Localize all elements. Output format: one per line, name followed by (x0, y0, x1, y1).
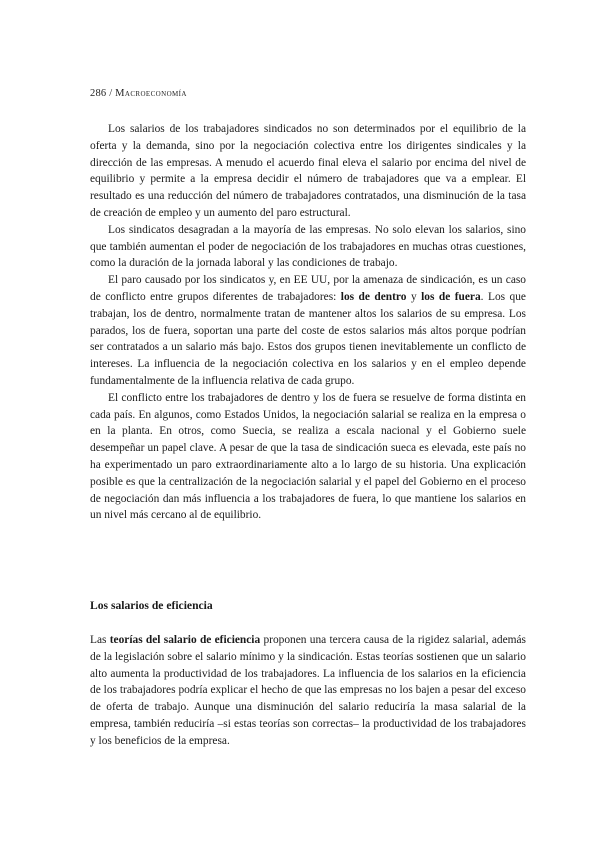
term-insiders: los de dentro (340, 290, 407, 303)
section-heading-efficiency-wages: Los salarios de eficiencia (90, 599, 213, 612)
paragraph-insiders-outsiders: El paro causado por los sindicatos y, en EE UU, por la amenaza de sindicación, es un caso de conflicto entre grupos diferentes de trabajadores: los de dentro y los de fuera. Los que trabajan, los de dentro, normalmente tratan de mantener altos los salarios de su empresa. Los parados, los de fuera, soportan una parte del coste de estos salarios más altos porque podrían ser contratados a un salario más bajo. Estos dos grupos tienen inevitablemente un conflicto de intereses. La influencia de la negociación colectiva en los salarios y en el empleo depende fundamentalmente de la influencia relativa de cada grupo. (90, 274, 526, 387)
term-efficiency-wage-theories: teorías del salario de eficiencia (109, 634, 261, 646)
paragraph-unions-wages: Los salarios de los trabajadores sindicados no son determinados por el equilibrio de la oferta y la demanda, sino por la negociación colectiva entre los dirigentes sindicales y la dirección de las empresas. A menudo el acuerdo final eleva el salario por encima del nivel de equilibrio y permite a la empresa decidir el número de trabajadores que va a emplear. El resultado es una reducción del número de trabajadores contratados, una disminución de la tasa de creación de empleo y un aumento del paro estructural. (90, 123, 526, 219)
section-unions-text (90, 121, 526, 524)
section-efficiency-text (90, 632, 526, 750)
paragraph-country-comparison: El conflicto entre los trabajadores de dentro y los de fuera se resuelve de forma distinta en cada país. En algunos, como Estados Unidos, la negociación salarial se realiza en la empresa o en la planta. En otros, como Suecia, se realiza a escala nacional y el Gobierno suele desempeñar un papel clave. A pesar de que la tasa de sindicación sueca es elevada, este país no ha experimentado un paro extraordinariamente alto a lo largo de su historia. Una explicación posible es que la centralización de la negociación salarial y el papel del Gobierno en el proceso de negociación dan más influencia a los trabajadores de fuera, lo que mantiene los salarios en un nivel más cercano al de equilibrio. (90, 391, 526, 522)
running-header (90, 88, 187, 99)
book-title: Macroeconomía (115, 88, 187, 99)
header-separator: / (109, 88, 113, 99)
page-number: 286 (90, 88, 107, 99)
term-outsiders: los de fuera (421, 290, 481, 303)
paragraph-unions-firms: Los sindicatos desagradan a la mayoría de las empresas. No solo elevan los salarios, sino que también aumentan el poder de negociación de los trabajadores en muchas otras cuestiones, como la duración de la jornada laboral y las condiciones de trabajo. (90, 223, 526, 270)
paragraph-efficiency-wages: Las teorías del salario de eficiencia proponen una tercera causa de la rigidez salarial, además de la legislación sobre el salario mínimo y la sindicación. Estas teorías sostienen que un salario alto aumenta la productividad de los trabajadores. La influencia de los salarios en la eficiencia de los trabajadores podría explicar el hecho de que las empresas no los bajen a pesar del exceso de oferta de trabajo. Aunque una disminución del salario reduciría la masa salarial de la empresa, también reduciría –si estas teorías son correctas– la productividad de los trabajadores y los beneficios de la empresa. (90, 634, 526, 747)
